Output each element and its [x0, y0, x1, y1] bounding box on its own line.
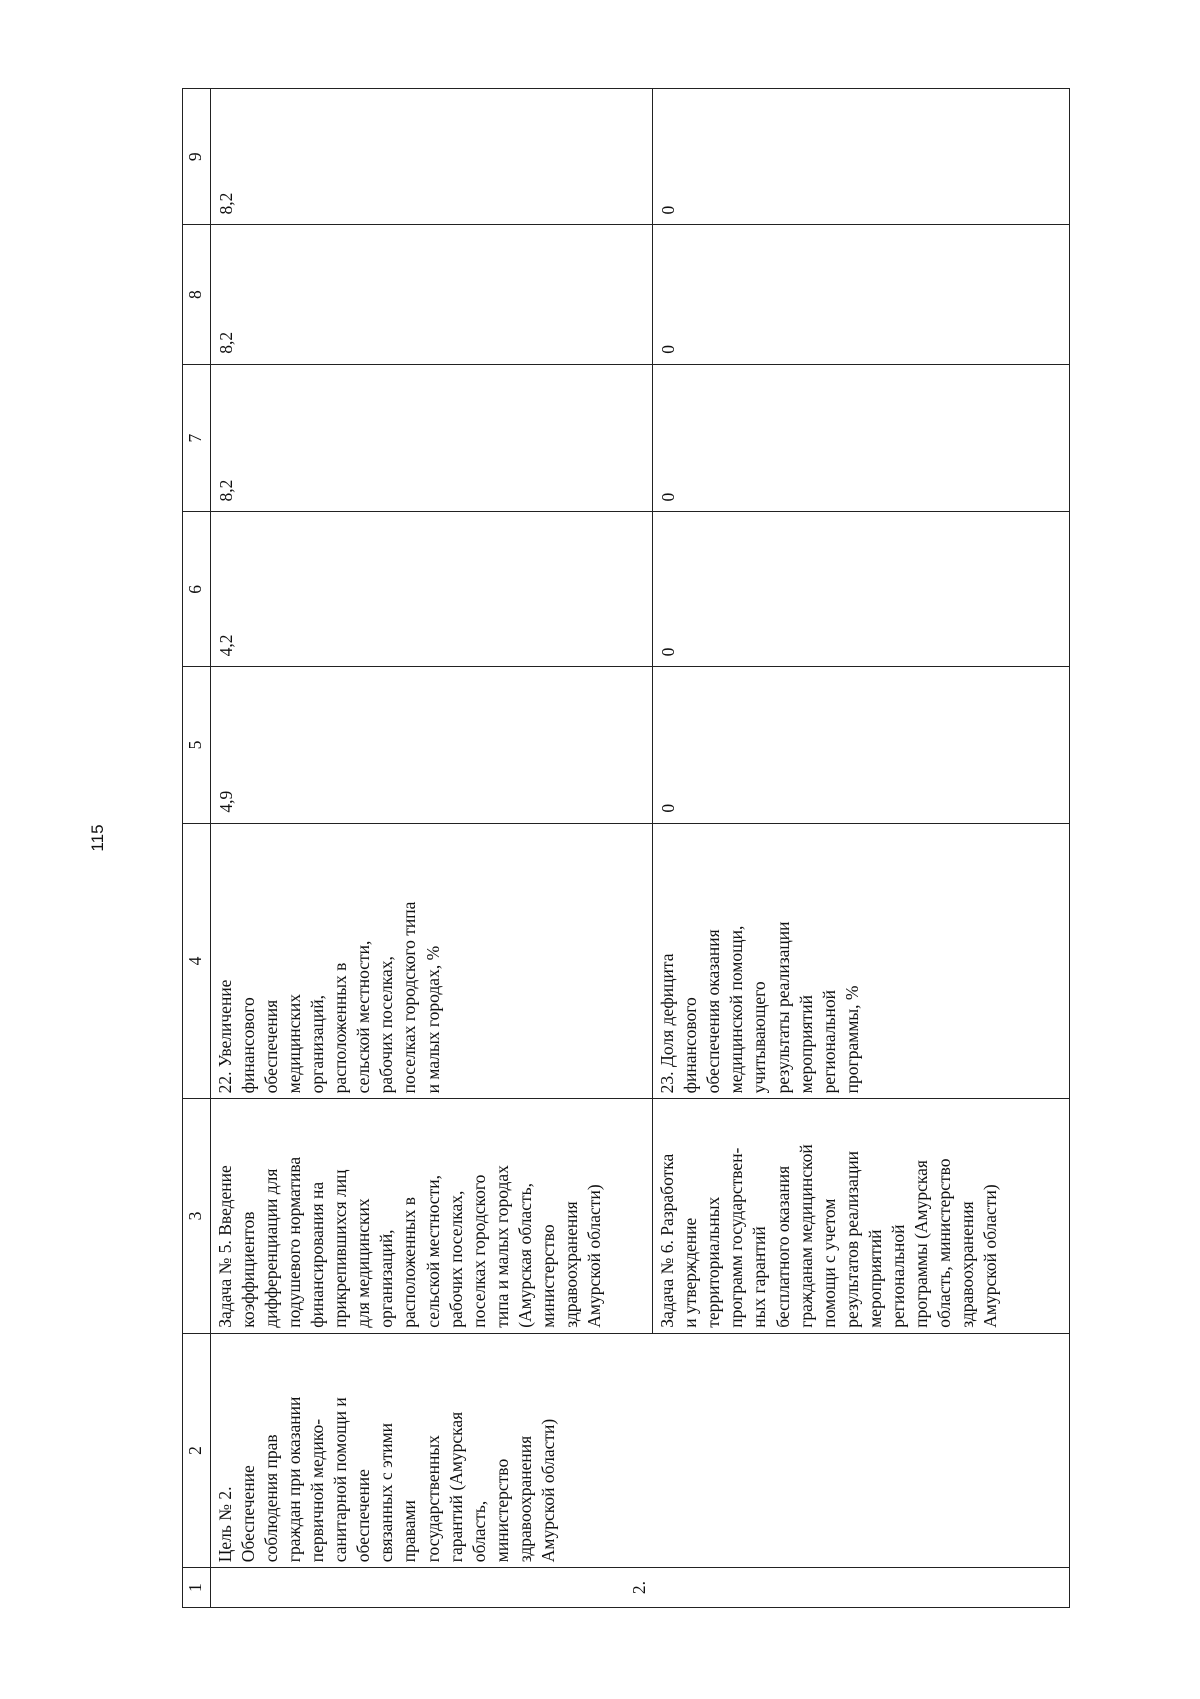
column-header-6: 6 [183, 512, 211, 667]
value-cell-7: 8,2 [210, 364, 652, 512]
page-number: 115 [88, 824, 107, 852]
indicators-table [182, 88, 1070, 1608]
row-index-cell: 2. [210, 1568, 1069, 1608]
column-header-7: 7 [183, 364, 211, 512]
task-cell: Задача № 5. Введение коэффициентов дифференциации для подушевого норматива финансирования на прикрепившихся лиц для медицинских организаций, расположенных в сельской местности, рабочих поселках, поселках городского типа и малых городах (Амурская область, министерство здравоохранения Амурской области) [210, 1099, 652, 1333]
column-header-1: 1 [183, 1568, 211, 1608]
column-header-5: 5 [183, 667, 211, 823]
value-cell-6: 0 [653, 512, 1070, 667]
indicator-cell: 22. Увеличение финансового обеспечения медицинских организаций, расположенных в сельской местности, рабочих поселках, поселках городского типа и малых городах, % [210, 823, 652, 1099]
value-cell-8: 0 [653, 225, 1070, 364]
value-cell-9: 8,2 [210, 89, 652, 225]
column-header-3: 3 [183, 1099, 211, 1333]
header-row [183, 89, 211, 1608]
column-header-8: 8 [183, 225, 211, 364]
value-cell-5: 4,9 [210, 667, 652, 823]
column-header-4: 4 [183, 823, 211, 1099]
indicator-cell: 23. Доля дефицита финансового обеспечения оказания медицинской помощи, учитывающего результаты реализации мероприятий региональной программы, % [653, 823, 1070, 1099]
goal-cell: Цель № 2. Обеспечение соблюдения прав граждан при оказании первичной медико- санитарной помощи и обеспечение связанных с этими правами государственных гарантий (Амурская область, министерство здравоохранения Амурской области) [210, 1333, 1069, 1567]
value-cell-9: 0 [653, 89, 1070, 225]
value-cell-7: 0 [653, 364, 1070, 512]
column-header-9: 9 [183, 89, 211, 225]
value-cell-5: 0 [653, 667, 1070, 823]
column-header-2: 2 [183, 1333, 211, 1567]
value-cell-8: 8,2 [210, 225, 652, 364]
task-cell: Задача № 6. Разработка и утверждение территориальных программ государствен- ных гарантий бесплатного оказания гражданам медицинской помощи с учетом результатов реализации мероприятий региональной программы (Амурская область, министерство здравоохранения Амурской области) [653, 1099, 1070, 1333]
table-row [210, 89, 652, 1608]
value-cell-6: 4,2 [210, 512, 652, 667]
